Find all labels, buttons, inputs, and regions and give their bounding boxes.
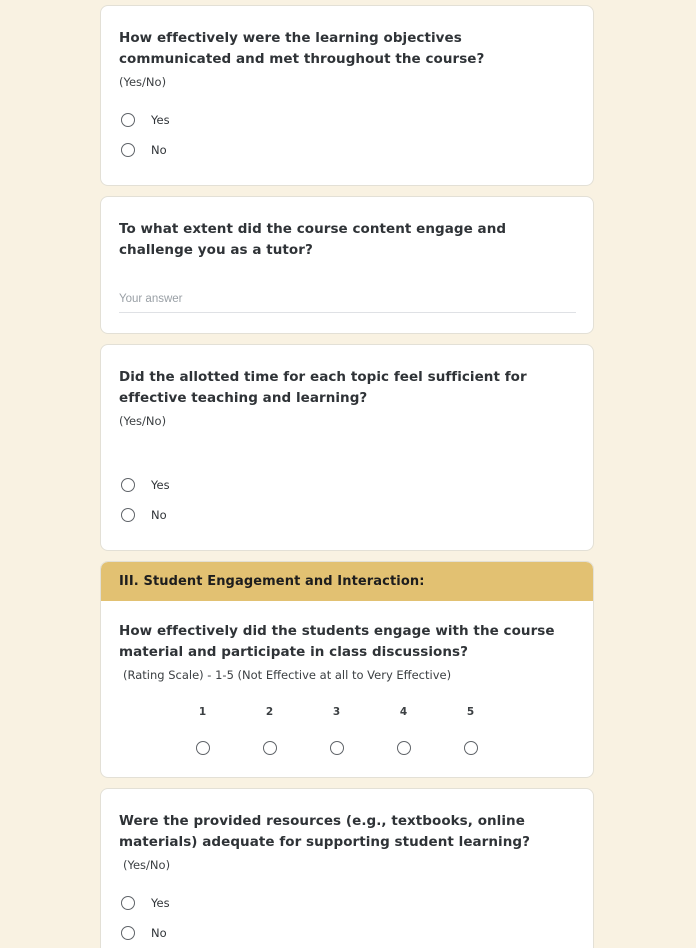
radio-circle-icon[interactable] xyxy=(121,508,135,522)
rating-option-3[interactable] xyxy=(303,706,370,755)
radio-option-label: Yes xyxy=(151,113,170,127)
radio-circle-icon[interactable] xyxy=(121,478,135,492)
question-title: How effectively did the students engage with the course material and participate in class discussions? xyxy=(119,623,555,660)
radio-circle-icon[interactable] xyxy=(196,741,210,755)
rating-option-5[interactable] xyxy=(437,706,504,755)
radio-circle-icon[interactable] xyxy=(330,741,344,755)
question-card-content-engagement xyxy=(100,196,594,334)
radio-option-label: No xyxy=(151,508,167,522)
rating-number-label: 3 xyxy=(332,706,341,718)
question-title: Were the provided resources (e.g., textbooks, online materials) adequate for supporting student learning? xyxy=(119,813,530,850)
question-card-allotted-time xyxy=(100,344,594,551)
radio-group xyxy=(119,105,575,165)
rating-number-label: 2 xyxy=(265,706,274,718)
radio-circle-icon[interactable] xyxy=(121,143,135,157)
radio-option-label: Yes xyxy=(151,896,170,910)
question-card-student-engagement xyxy=(100,561,594,778)
rating-number-label: 4 xyxy=(399,706,408,718)
radio-option-label: No xyxy=(151,143,167,157)
question-subtitle: (Yes/No) xyxy=(123,858,171,872)
radio-option-no[interactable] xyxy=(119,918,575,948)
question-card-provided-resources xyxy=(100,788,594,948)
radio-option-label: No xyxy=(151,926,167,940)
radio-circle-icon[interactable] xyxy=(121,896,135,910)
question-title: To what extent did the course content engage and challenge you as a tutor? xyxy=(119,221,507,258)
question-card-learning-objectives xyxy=(100,5,594,186)
rating-number-label: 5 xyxy=(466,706,475,718)
rating-number-label: 1 xyxy=(198,706,207,718)
radio-circle-icon[interactable] xyxy=(464,741,478,755)
radio-circle-icon[interactable] xyxy=(121,926,135,940)
rating-option-2[interactable] xyxy=(236,706,303,755)
radio-option-label: Yes xyxy=(151,478,170,492)
radio-option-yes[interactable] xyxy=(119,888,575,918)
radio-option-no[interactable] xyxy=(119,135,575,165)
question-card-body xyxy=(101,601,593,777)
question-subtitle: (Yes/No) xyxy=(119,75,167,89)
section-header-banner: III. Student Engagement and Interaction: xyxy=(101,562,593,601)
radio-option-yes[interactable] xyxy=(119,470,575,500)
radio-circle-icon[interactable] xyxy=(121,113,135,127)
question-title: How effectively were the learning objectives communicated and met throughout the course? xyxy=(119,30,485,67)
question-card-stack xyxy=(100,5,594,948)
question-subtitle: (Rating Scale) - 1-5 (Not Effective at all to Very Effective) xyxy=(123,668,452,682)
radio-group xyxy=(119,888,575,948)
question-subtitle: (Yes/No) xyxy=(119,414,167,428)
radio-group xyxy=(119,470,575,530)
question-title: Did the allotted time for each topic feel sufficient for effective teaching and learning? xyxy=(119,369,527,406)
rating-option-4[interactable] xyxy=(370,706,437,755)
radio-circle-icon[interactable] xyxy=(397,741,411,755)
rating-scale-group xyxy=(119,706,575,755)
radio-circle-icon[interactable] xyxy=(263,741,277,755)
radio-option-no[interactable] xyxy=(119,500,575,530)
answer-placeholder: Your answer xyxy=(119,293,183,305)
short-answer-field[interactable] xyxy=(119,291,576,313)
radio-option-yes[interactable] xyxy=(119,105,575,135)
rating-option-1[interactable] xyxy=(169,706,236,755)
